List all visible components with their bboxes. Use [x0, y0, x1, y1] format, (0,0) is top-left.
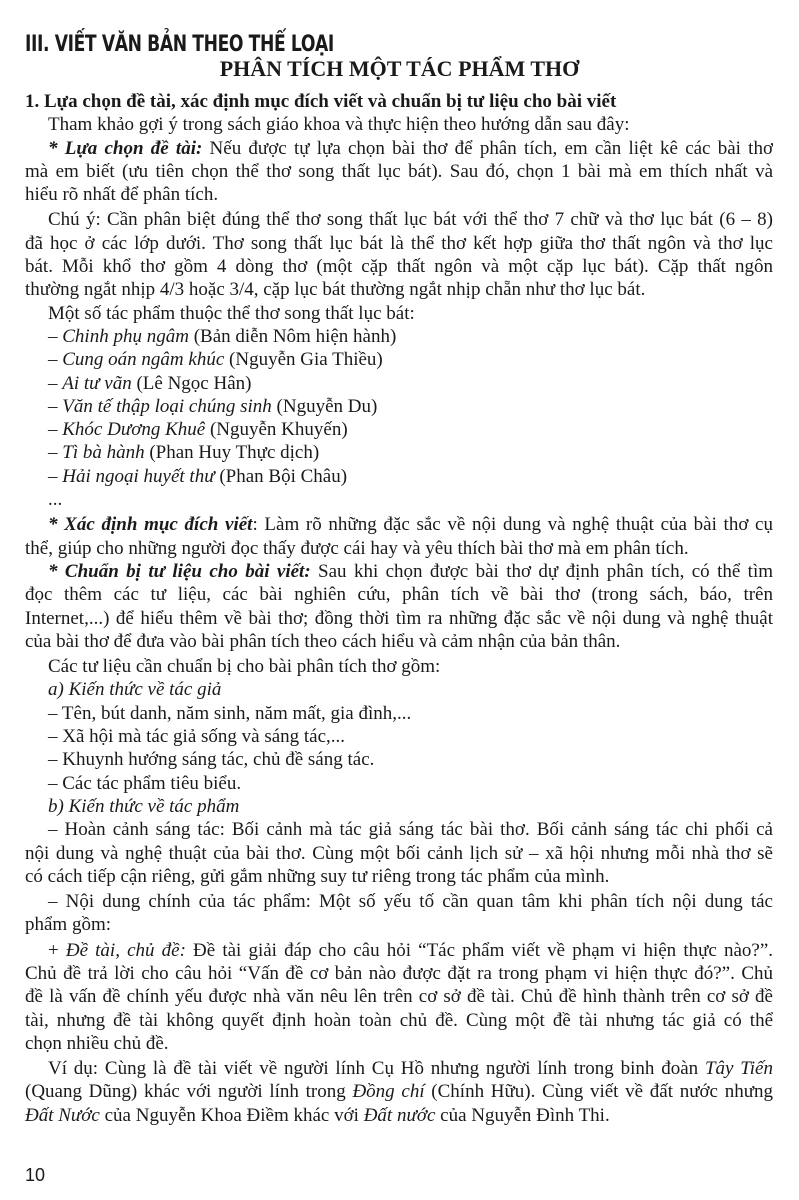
text-line [25, 465, 773, 488]
text-line [25, 939, 773, 962]
text-run: (Phan Bội Châu) [214, 465, 348, 487]
text-run: Cung oán ngâm khúc [62, 349, 225, 371]
text-run: bát. Mỗi khổ thơ gồm 4 dòng thơ (một cặp thất ngôn và một cặp lục bát). Cặp thất ngôn [25, 256, 773, 278]
text-line [25, 655, 773, 678]
page-number: 10 [25, 1165, 46, 1185]
text-line [25, 842, 773, 865]
text-run: của bài thơ để đưa vào bài phân tích theo cách hiểu và cảm nhận của bản thân. [25, 630, 621, 652]
text-line [25, 160, 773, 183]
text-run: đã học ở các lớp dưới. Thơ song thất lục bát là thể thơ kết hợp giữa thơ thất ngôn và thơ lục [25, 232, 773, 254]
text-run: – Xã hội mà tác giả sống và sáng tác,... [48, 726, 346, 748]
text-line [25, 278, 773, 301]
text-line [25, 865, 773, 888]
text-line [25, 962, 773, 985]
text-run: Đất nước [363, 1104, 436, 1126]
text-line [25, 232, 773, 255]
text-line [25, 113, 773, 136]
text-run: 1. Lựa chọn đề tài, xác định mục đích viết và chuẩn bị tư liệu cho bài viết [25, 91, 617, 112]
text-run: Chinh phụ ngâm [62, 325, 189, 347]
text-run: (Quang Dũng) khác với người lính trong [25, 1081, 353, 1103]
text-line [25, 255, 773, 278]
text-run: của Nguyễn Khoa Điềm khác với [99, 1104, 364, 1126]
text-line [25, 488, 773, 511]
text-run: đề là vấn đề chính yếu được nhà văn nêu lên trên cơ sở đề tài. Chủ đề hình thành trên cơ sở đề [25, 986, 773, 1008]
text-run: (Bản diễn Nôm hiện hành) [188, 325, 397, 347]
text-line [25, 513, 773, 536]
text-run: Ví dụ: Cùng là đề tài viết về người lính Cụ Hồ nhưng người lính trong binh đoàn [48, 1058, 705, 1080]
text-line [25, 678, 773, 701]
body-text [25, 90, 773, 1127]
text-run: có cách tiếp cận riêng, gửi gắm những suy tư riêng trong tác phẩm của mình. [25, 865, 610, 887]
text-run: * Lựa chọn đề tài: [48, 137, 203, 159]
text-line [25, 795, 773, 818]
text-line [25, 395, 773, 418]
text-line [25, 372, 773, 395]
text-run: chọn nhiều chủ đề. [25, 1032, 169, 1054]
text-run: * Chuẩn bị tư liệu cho bài viết: [48, 560, 311, 582]
text-run: ... [48, 489, 63, 511]
text-line [25, 1104, 773, 1127]
text-line [25, 607, 773, 630]
text-line [25, 1057, 773, 1080]
text-line [25, 208, 773, 231]
text-line [25, 772, 773, 795]
text-run: b) Kiến thức về tác phẩm [48, 795, 240, 817]
text-run: Chú ý: Cần phân biệt đúng thể thơ song thất lục bát với thể thơ 7 chữ và thơ lục bát (6 – 8) [48, 209, 773, 231]
text-run: Tì bà hành [62, 442, 145, 464]
text-run: – [48, 442, 63, 464]
document-title: PHÂN TÍCH MỘT TÁC PHẨM THƠ [219, 56, 580, 81]
text-run: Các tư liệu cần chuẩn bị cho bài phân tích thơ gồm: [48, 656, 441, 678]
text-line [25, 537, 773, 560]
text-run: – [48, 395, 63, 417]
text-line [25, 725, 773, 748]
text-line [25, 818, 773, 841]
text-run: Ai tư vãn [62, 372, 132, 394]
text-run: Internet,...) để hiểu thêm về bài thơ; đồng thời tìm ra những đặc sắc về nội dung và nghệ thuật [25, 607, 773, 629]
text-run: – Các tác phẩm tiêu biểu. [48, 772, 242, 794]
text-line [25, 348, 773, 371]
text-run: Đồng chí [352, 1081, 425, 1103]
text-run: + [48, 939, 66, 961]
text-line [25, 560, 773, 583]
text-run: Tây Tiến [704, 1058, 773, 1080]
text-line [25, 913, 773, 936]
text-line [25, 302, 773, 325]
text-run: đọc thêm các tư liệu, các bài nghiên cứu, phân tích về bài thơ (trong sách, báo, trên [25, 584, 773, 606]
text-run: của Nguyễn Đình Thi. [435, 1104, 610, 1126]
text-run: Đề tài, chủ đề: [65, 939, 186, 961]
text-run: Khóc Dương Khuê [62, 419, 206, 441]
section-title: III. VIẾT VĂN BẢN THEO THỂ LOẠI [25, 32, 334, 57]
text-run: – [48, 372, 63, 394]
text-run: Sau khi chọn được bài thơ dự định phân tích, có thể tìm [310, 560, 773, 582]
text-run: – [48, 465, 63, 487]
text-run: : Làm rõ những đặc sắc về nội dung và nghệ thuật của bài thơ cụ [252, 514, 773, 536]
text-run: (Phan Huy Thực dịch) [144, 442, 320, 464]
text-run: – Nội dung chính của tác phẩm: Một số yếu tố cần quan tâm khi phân tích nội dung tác [48, 891, 773, 913]
text-line [25, 1009, 773, 1032]
text-run: (Lê Ngọc Hân) [131, 372, 252, 394]
text-run: thường ngắt nhịp 4/3 hoặc 3/4, cặp lục bát thường ngắt nhịp chẵn như thơ lục bát. [25, 279, 646, 301]
text-run: – Hoàn cảnh sáng tác: Bối cảnh mà tác giả sáng tác bài thơ. Bối cảnh sáng tác chi phối cả [48, 819, 773, 841]
text-line [25, 748, 773, 771]
text-run: – Khuynh hướng sáng tác, chủ đề sáng tác. [48, 749, 375, 771]
text-run: Một số tác phẩm thuộc thể thơ song thất lục bát: [48, 302, 415, 324]
text-run: Văn tế thập loại chúng sinh [62, 395, 272, 417]
text-line [25, 137, 773, 160]
text-line [25, 1080, 773, 1103]
text-run: (Chính Hữu). Cùng viết về đất nước nhưng [424, 1081, 773, 1103]
text-run: hiểu rõ nhất để phân tích. [25, 184, 219, 206]
text-run: * Xác định mục đích viết [48, 514, 253, 536]
text-run: – [48, 349, 63, 371]
text-line [25, 325, 773, 348]
text-line [25, 702, 773, 725]
text-run: Tham khảo gợi ý trong sách giáo khoa và thực hiện theo hướng dẫn sau đây: [48, 114, 630, 136]
text-run: Đề tài giải đáp cho câu hỏi “Tác phẩm viết về phạm vi hiện thực nào?”. [185, 939, 773, 961]
text-line [25, 630, 773, 653]
text-run: – [48, 325, 63, 347]
text-run: (Nguyễn Gia Thiều) [224, 349, 383, 371]
text-run: mà em biết (ưu tiên chọn thể thơ song thất lục bát). Sau đó, chọn 1 bài mà em thích nhất và [25, 160, 773, 182]
text-line [25, 441, 773, 464]
section-heading [25, 90, 773, 113]
text-line [25, 418, 773, 441]
text-line [25, 1032, 773, 1055]
text-line [25, 985, 773, 1008]
text-run: – [48, 419, 63, 441]
text-run: phẩm gồm: [25, 914, 112, 936]
text-run: Hải ngoại huyết thư [62, 465, 215, 487]
text-run: Nếu được tự lựa chọn bài thơ để phân tích, em cần liệt kê các bài thơ [202, 137, 773, 159]
text-line [25, 890, 773, 913]
text-run: – Tên, bút danh, năm sinh, năm mất, gia đình,... [48, 702, 412, 724]
text-run: thể, giúp cho những người đọc thấy được cái hay và yêu thích bài thơ mà em phân tích. [25, 537, 689, 559]
text-line [25, 583, 773, 606]
text-run: (Nguyễn Du) [271, 395, 378, 417]
text-run: a) Kiến thức về tác giả [48, 679, 222, 701]
text-run: nội dung và nghệ thuật của bài thơ. Cùng một bối cảnh lịch sử – xã hội nhưng mỗi nhà thơ sẽ [25, 842, 773, 864]
text-run: tài, nhưng đề tài không quyết định hoàn toàn chủ đề. Cùng một đề tài nhưng tác giả có thể [25, 1009, 773, 1031]
text-run: Chủ đề trả lời cho câu hỏi “Vấn đề cơ bản nào được đặt ra trong phạm vi hiện thực đó?”. Chủ [25, 962, 773, 984]
text-line [25, 183, 773, 206]
text-run: (Nguyễn Khuyến) [205, 419, 348, 441]
text-run: Đất Nước [25, 1104, 100, 1126]
